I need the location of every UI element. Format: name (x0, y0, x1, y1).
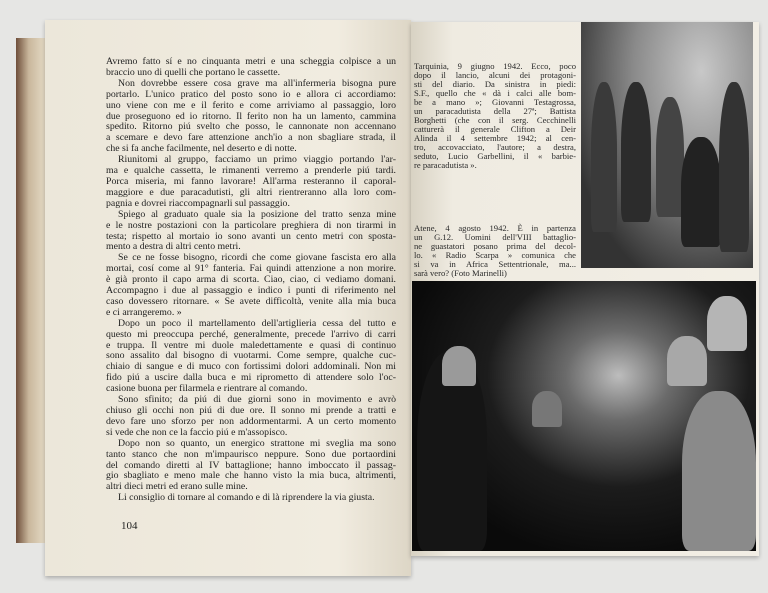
caption-line: un G.12. Uomini dell'VIII battaglio- (414, 232, 576, 242)
text-line: che si fa anche facilmente, nel deserto e di notte. (106, 143, 297, 155)
text-line: devo fare uno sforzo per non addormentarmi. A un certo momento (106, 415, 396, 427)
text-line: si vede che non ce la faccio piú e m'assopisco. (106, 426, 288, 438)
page-number: 104 (121, 520, 138, 532)
text-line: Se ce ne fosse bisogno, ricordi che come giovane fascista ero alla (118, 252, 396, 264)
text-line: uno viene con me e il ferito e come arriviamo al passaggio, loro (106, 99, 396, 111)
text-line: Li consiglio di tornare al comando e di là riprendere la via giusta. (118, 492, 375, 504)
caption-line: Alinda il 4 settembre 1942; al cen- (414, 133, 576, 143)
caption-line: seduto, Lucio Garbellini, il « barbie- (414, 151, 576, 161)
text-line: chiaio di sangue e di muco con fortissimi dolori addominali. Non mi (106, 361, 396, 373)
text-line: due proseguono ed io ritorno. Il ferito non ha un lamento, cammina (106, 110, 396, 122)
caption-line: Tarquinia, 9 giugno 1942. Ecco, poco (414, 61, 576, 71)
text-line: caso dovessero ritornare. « Se avete difficoltà, venite alla mia buca (106, 295, 396, 307)
text-line: gio sbagliato e meno male che hanno visto la mia buca, altrimenti, (106, 470, 396, 482)
caption-line: be a mano »; Giovanni Testagrossa, (414, 97, 576, 107)
caption-line: si va in Africa Settentrionale, ma... (414, 259, 576, 269)
text-line: chiuso gli occhi non piú di due ore. Il sonno mi prende a tratti e (106, 405, 396, 416)
caption-line: un paracadutista della 27ª; Battista (414, 106, 576, 116)
text-line: altri dieci metri ed erano sulle mine. (106, 481, 248, 493)
caption-line: S.F., quello che « dà i calci alle bom- (414, 88, 576, 98)
caption-line: lo. « Radio Scarpa » comunica che (414, 250, 576, 260)
caption-line: Atene, 4 agosto 1942. È in partenza (414, 223, 576, 233)
text-line: Avremo fatto sí e no cinquanta metri e una scheggia colpisce a un (106, 56, 396, 67)
text-line: braccio uno di quelli che portano le cassette. (106, 66, 281, 78)
text-line: Porca miseria, mi fanno lavorare! All'arma resteranno il caporal- (106, 175, 396, 187)
photo-caption-bottom (414, 224, 576, 278)
text-line: casione buona per filarmela e rientrare al comando. (106, 383, 308, 395)
text-line: e le nostre postazioni con la particolare preghiera di non tirarmi in (106, 219, 396, 231)
photo-soldiers-in-aircraft (412, 281, 756, 551)
text-line: ma e qualche cassetta, le rimanenti verremo a prenderle piú tardi. (106, 165, 396, 177)
left-page-body-text (106, 57, 396, 504)
text-line: Dopo non so quanto, un energico strattone mi sveglia ma sono (118, 437, 396, 449)
text-line: Riunitomi al gruppo, facciamo un primo viaggio portando l'ar- (118, 154, 396, 166)
text-line: spedito. Ritorno piú svelto che posso, le cannonate non accennano (106, 121, 396, 133)
photo-caption-top (414, 62, 576, 170)
text-line: mortai, cosí come al 91° fanteria. Fai quindi attenzione a non morire. (106, 263, 396, 275)
text-line: questo mi preoccupa perché, generalmente, precede l'arrivo di carri (106, 328, 396, 340)
text-line: a scemare e devo fare attenzione anch'io a non sbagliare strada, il (106, 132, 396, 144)
caption-line: sarà vero? (Foto Marinelli) (414, 268, 507, 278)
caption-line: ne guastatori posano prima del decol- (414, 241, 576, 251)
caption-line: re paracadutista ». (414, 160, 477, 170)
photo-paratroopers-group (581, 22, 753, 268)
caption-line: catturerà il generale Clifton a Deir (414, 124, 576, 134)
text-line: Dopo un poco il martellamento dell'artiglieria cessa del tutto e (118, 317, 396, 329)
text-line: tanto stanco che non m'impaurisco neppure. Sono due portaordini (106, 448, 396, 460)
caption-line: sti del diario. Da sinistra in piedi: (414, 79, 576, 89)
text-line: è già pronto il capo arma di scorta. Ciao, ciao, ci vediamo domani. (106, 274, 396, 286)
text-line: mento a destra di altri cento metri. (106, 241, 241, 253)
text-line: Accompagno i due al passaggio e indico i punti di riferimento nel (106, 285, 396, 297)
text-line: Non dovrebbe essere cosa grave ma all'infermeria bisogna pure (118, 77, 396, 89)
text-line: portarlo. L'unico pratico del posto sono io e allora ci accordiamo: (106, 88, 396, 100)
text-line: Spiego al graduato quale sia la posizione del tratto senza mine (118, 208, 396, 220)
text-line: Sono sfinito; da piú di due giorni sono in movimento e avrò (118, 394, 396, 406)
caption-line: Borghetti (che con il serg. Cecchinelli (414, 115, 576, 125)
caption-line: tro, accovacciato, l'autore; a destra, (414, 142, 576, 152)
caption-line: dopo il lancio, alcuni dei protagoni- (414, 70, 576, 80)
text-line: fido piú a uscire dalla buca e mi riprometto di attendere solo l'oc- (106, 372, 396, 384)
book-spine-edge (16, 38, 48, 543)
text-line: sono assalito dal bisogno di vuotarmi. Come sempre, qualche cuc- (106, 350, 396, 362)
text-line: pagnia e dovrei riaccompagnarli sul passaggio. (106, 197, 290, 209)
text-line: del comando diretti al IV battaglione; hanno imboccato il passag- (106, 459, 396, 471)
text-line: testa; rispetto al mortaio io sono avanti un cento metri con sposta- (106, 230, 396, 242)
text-line: maggiore e due paracadutisti, gli altri rientreranno alla loro com- (106, 186, 396, 198)
text-line: e ci arrangeremo. » (106, 306, 182, 318)
text-line: e truppa. Il ventre mi duole maledettamente e quasi di continuo (106, 339, 396, 351)
